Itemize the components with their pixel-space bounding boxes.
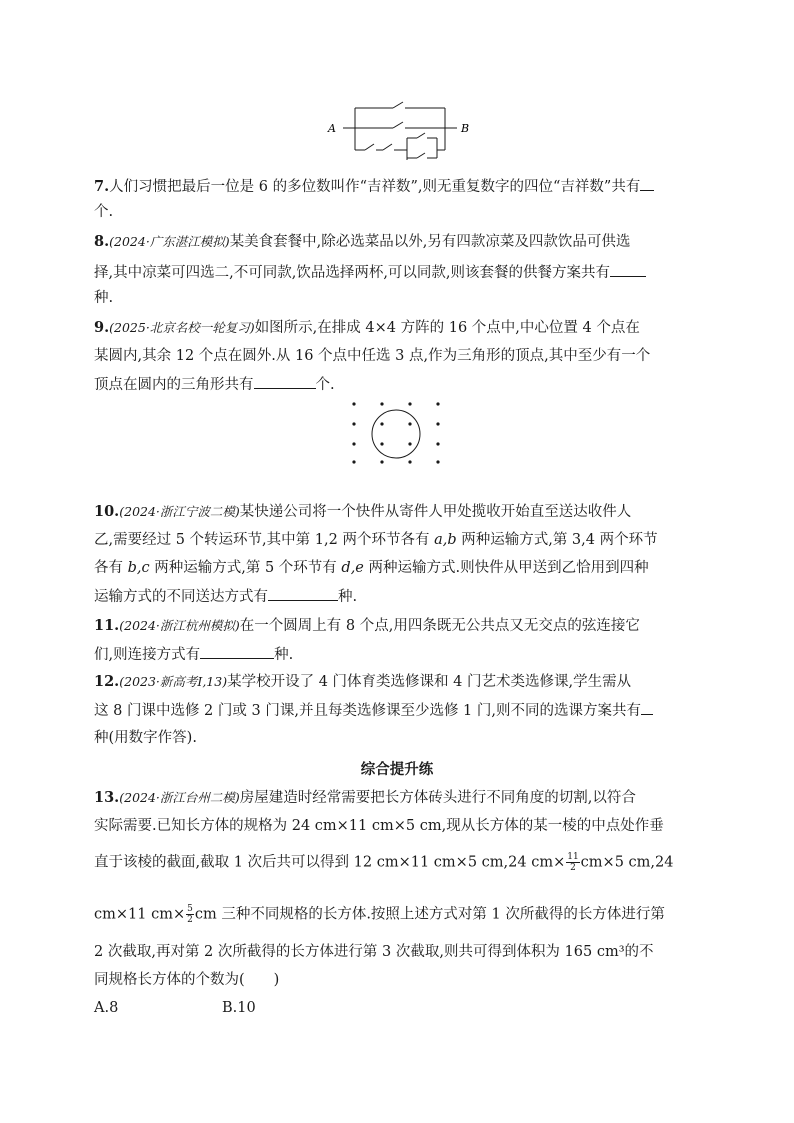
q7-number: 7. [94,178,110,195]
q13-number: 13. [94,789,120,806]
fraction-5-2 [186,904,194,925]
fraction-numerator: 5 [187,904,193,914]
q9-text-3b: 个. [315,377,335,393]
label-b: B [461,122,470,135]
option-a: A.8 [94,1000,119,1016]
q10-text-2a: 乙,需要经过 5 个转运环节,其中第 1,2 两个环节各有 [94,532,435,548]
q10-line2 [94,530,658,550]
q9-line3 [94,374,335,395]
q11-text-1: 在一个圆周上有 8 个点,用四条既无公共点又无交点的弦连接它 [239,618,640,634]
q8-text-2: 择,其中凉菜可四选二,不可同款,饮品选择两杯,可以同款,则该套餐的供餐方案共有 [94,265,611,281]
section-heading: 综合提升练 [360,761,434,778]
q11-text-2b: 种. [274,647,294,663]
q9-line1 [94,318,640,338]
q10-text-3c: 两种运输方式.则快件从甲送到乙恰用到四种 [363,560,649,576]
q13-text-4a: cm×11 cm× [94,906,186,923]
q9-text-1: 如图所示,在排成 4×4 方阵的 16 个点中,中心位置 4 个点在 [254,320,640,336]
q8-line1 [94,232,630,252]
q10-source: (2024·浙江宁波二模) [119,504,240,519]
q13-text-2: 实际需要.已知长方体的规格为 24 cm×11 cm×5 cm,现从长方体的某一棱的中点处作垂 [94,818,664,834]
q12-line1 [94,672,631,692]
fraction-denominator: 2 [187,915,193,925]
q8-line2 [94,262,646,283]
q13-line1 [94,788,636,808]
q8-text-1: 某美食套餐中,除必选菜品以外,另有四款凉菜及四款饮品可供选 [229,234,631,250]
q12-text-2: 这 8 门课中选修 2 门或 3 门课,并且每类选修课至少选修 1 门,则不同的选课方案共有 [94,703,641,719]
q13-text-5: 2 次截取,再对第 2 次所截得的长方体进行第 3 次截取,则共可得到体积为 165 cm³的不 [94,944,654,960]
fraction-numerator: 11 [567,852,579,862]
q10-text-2b: 两种运输方式,第 3,4 两个环节 [456,532,658,548]
q10-line1 [94,502,631,522]
q9-text-3a: 顶点在圆内的三角形共有 [94,377,254,393]
label-a: A [328,122,336,135]
q11-source: (2024·浙江杭州模拟) [119,618,240,633]
q10-number: 10. [94,503,120,520]
q12-text-3: 种(用数字作答). [94,730,197,746]
q10-var-de: d,e [341,560,364,576]
q10-text-1: 某快递公司将一个快件从寄件人甲处揽收开始直至送达收件人 [239,504,632,520]
q11-number: 11. [94,617,120,634]
answer-blank [610,262,646,277]
q9-text-2: 某圆内,其余 12 个点在圆外.从 16 个点中任选 3 点,作为三角形的顶点,其中至少有一个 [94,348,651,364]
q12-text-1: 某学校开设了 4 门体育类选修课和 4 门艺术类选修课,学生需从 [227,674,632,690]
q10-text-4a: 运输方式的不同送达方式有 [94,589,268,605]
answer-blank [640,176,654,191]
q9-number: 9. [94,319,110,336]
q13-text-6: 同规格长方体的个数为( ) [94,972,280,988]
fraction-11-2 [566,852,579,873]
q10-text-4b: 种. [338,589,358,605]
fraction-denominator: 2 [570,863,576,873]
q8-source: (2024·广东湛江模拟) [109,234,230,249]
q13-source: (2024·浙江台州二模) [119,790,240,805]
answer-blank [200,644,274,659]
q8-text-3: 种. [94,290,114,306]
q10-text-3b: 两种运输方式,第 5 个环节有 [149,560,342,576]
q10-line4 [94,586,357,607]
q10-var-ab: a,b [434,532,457,548]
q8-number: 8. [94,233,110,250]
q13-text-1: 房屋建造时经常需要把长方体砖头进行不同角度的切割,以符合 [239,790,636,806]
q7-text-2: 个. [94,204,114,220]
q13-text-3a: 直于该棱的截面,截取 1 次后共可以得到 12 cm×11 cm×5 cm,24 cm× [94,854,566,871]
q13-line3 [94,852,673,873]
q7-text-1: 人们习惯把最后一位是 6 的多位数叫作“吉祥数”,则无重复数字的四位“吉祥数”共有 [109,179,641,195]
option-b: B.10 [222,1000,256,1016]
q10-text-3a: 各有 [94,560,128,576]
q12-number: 12. [94,673,120,690]
q13-line4 [94,904,665,925]
answer-blank [268,586,338,601]
answer-blank [254,374,316,389]
q10-var-bc: b,c [127,560,150,576]
dot-grid-diagram [340,398,445,468]
q12-source: (2023·新高考Ⅰ,13) [119,674,228,689]
q10-line3 [94,558,649,578]
switch-circuit-diagram [325,100,475,160]
q11-line1 [94,616,640,636]
q13-text-4b: cm 三种不同规格的长方体.按照上述方式对第 1 次所截得的长方体进行第 [194,906,665,923]
q13-text-3b: cm×5 cm,24 [580,854,674,871]
q7-line1 [94,176,654,197]
q9-source: (2025·北京名校一轮复习) [109,320,255,335]
q11-line2 [94,644,293,665]
q12-line2 [94,700,653,721]
answer-blank [641,700,653,715]
q11-text-2a: 们,则连接方式有 [94,647,201,663]
